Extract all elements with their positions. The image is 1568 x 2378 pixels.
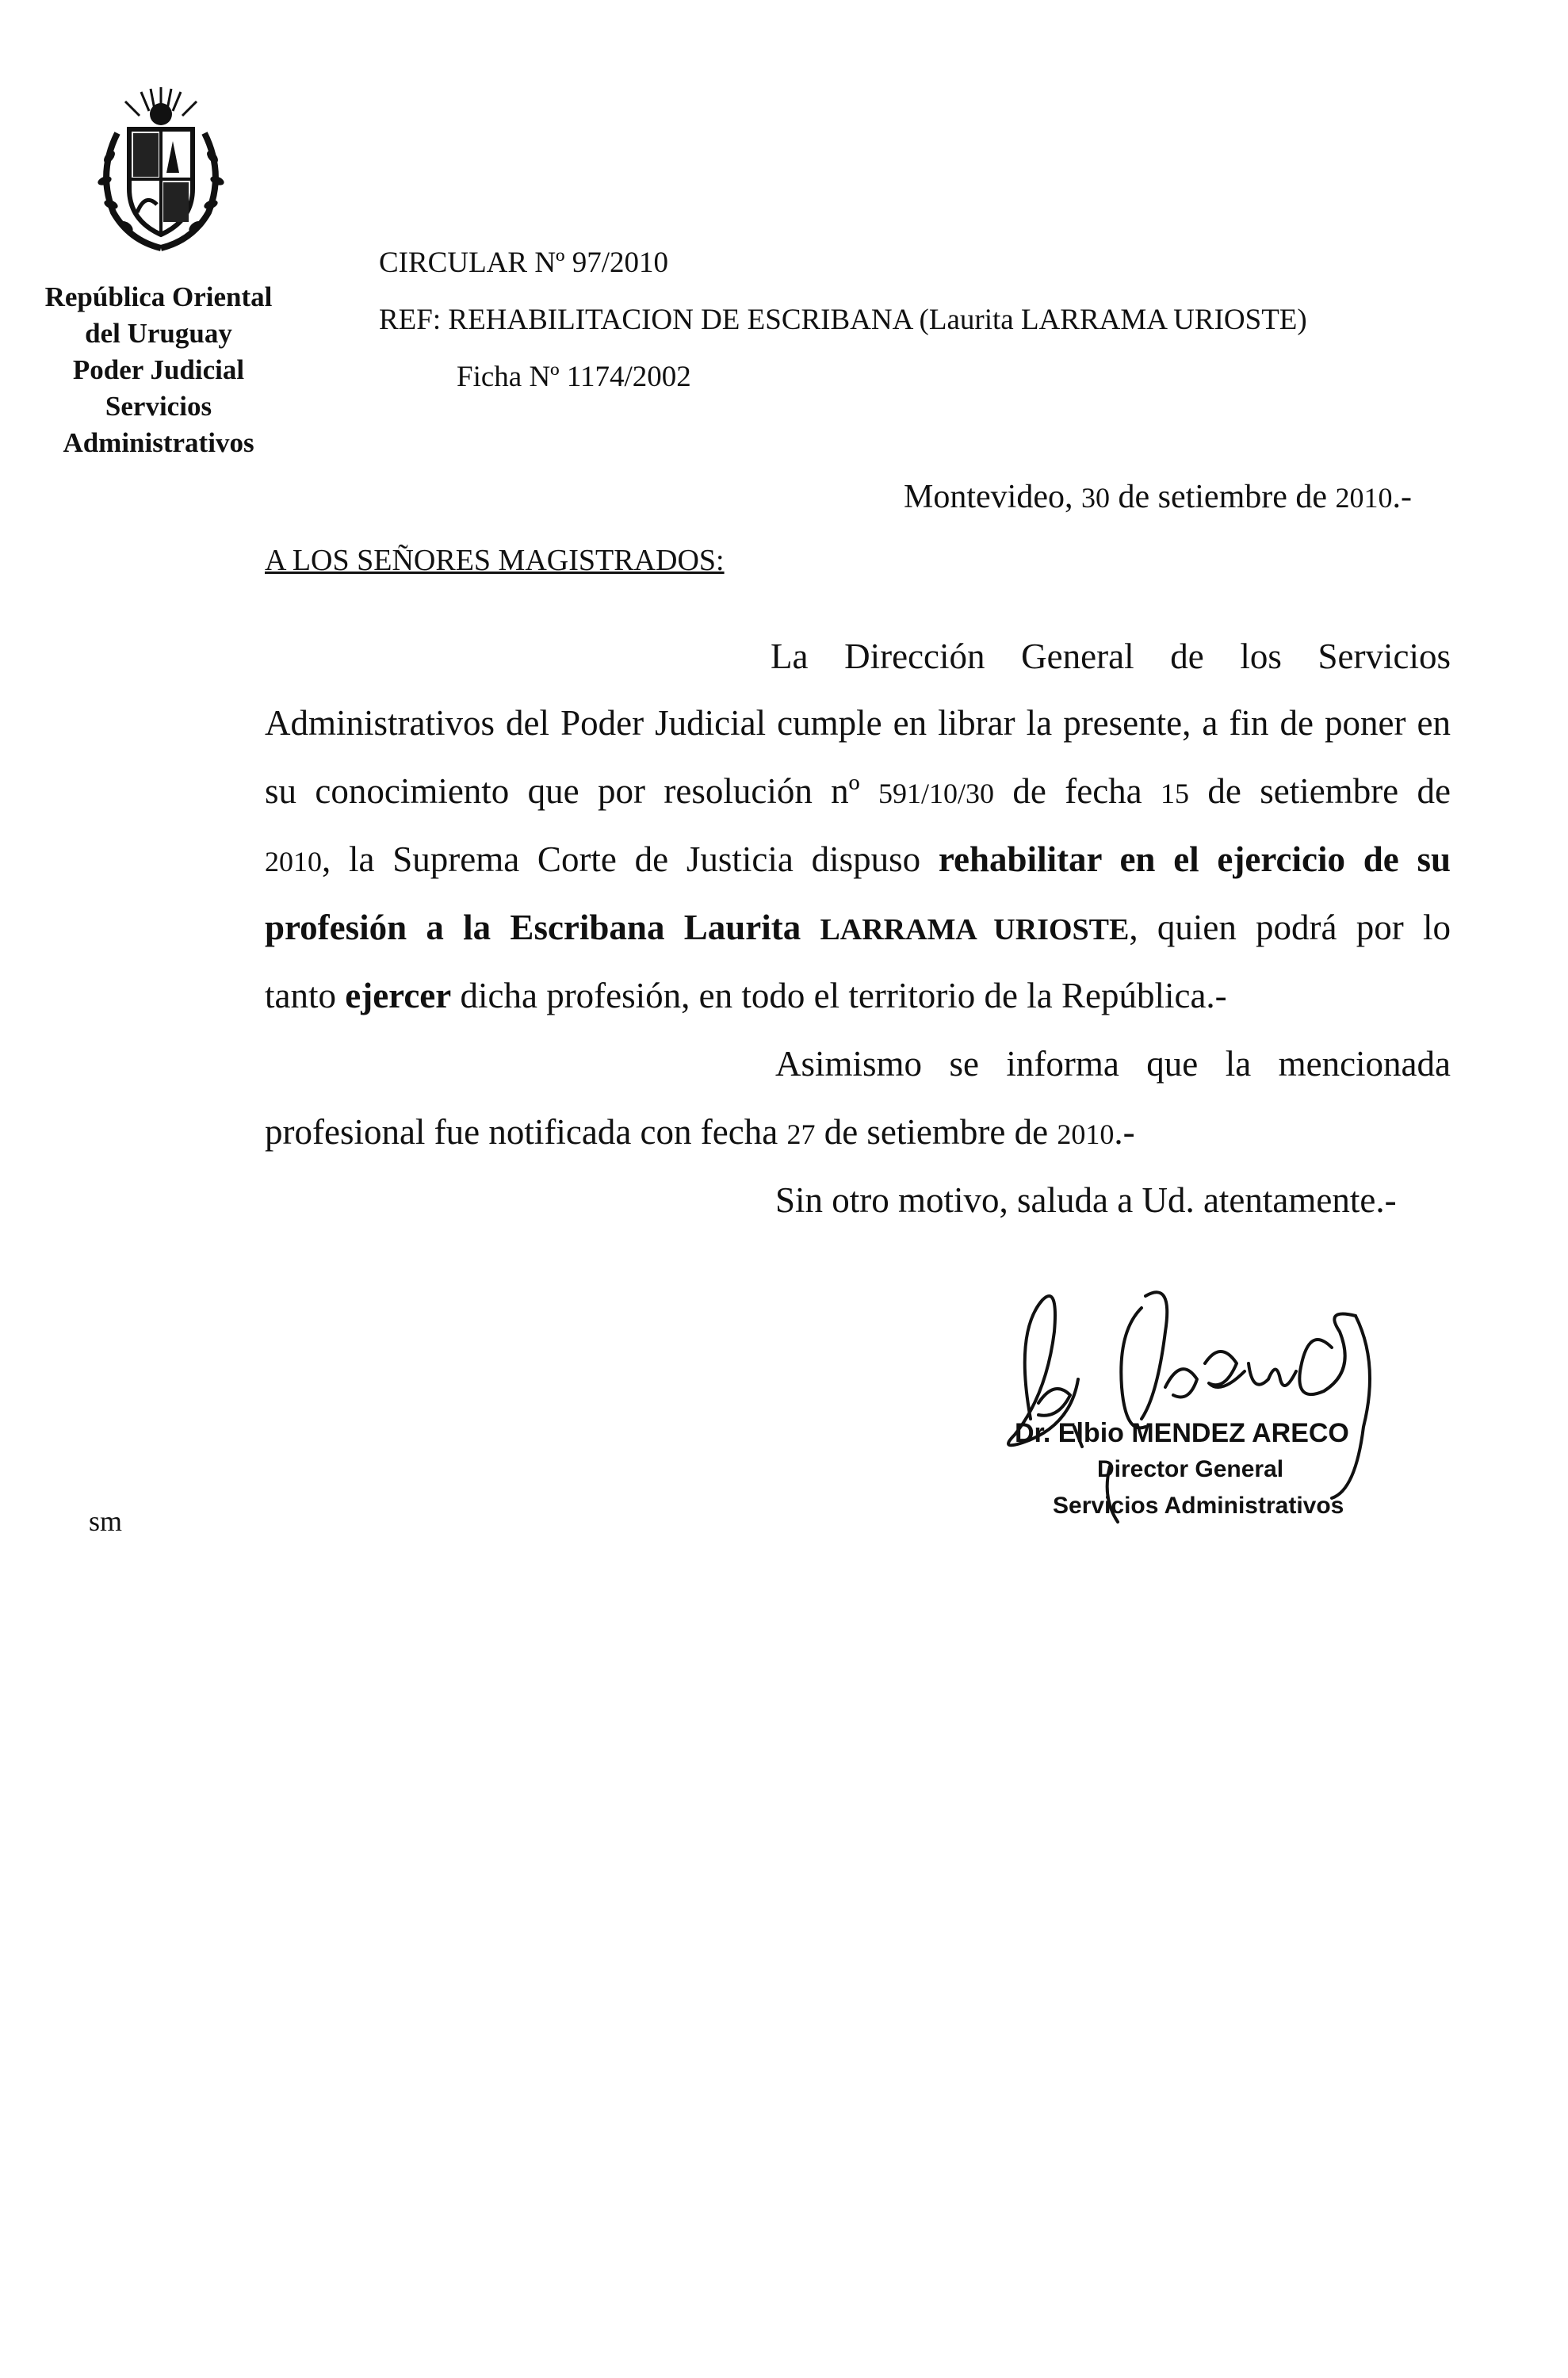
body-text: .- bbox=[1114, 1112, 1135, 1152]
signatory-office: Servicios Administrativos bbox=[1053, 1493, 1344, 1519]
body-text: , quien podrá por lo bbox=[1129, 908, 1451, 947]
signatory-name: Dr. Elbio MENDEZ ARECO bbox=[1015, 1418, 1349, 1448]
body-text: dicha profesión, en todo el territorio de la República.- bbox=[451, 976, 1227, 1015]
body-text: de fecha bbox=[994, 771, 1161, 811]
body-line bbox=[265, 769, 1451, 816]
body-bold-text: ejercer bbox=[345, 976, 452, 1015]
body-bold-text: rehabilitar en el ejercicio de su bbox=[938, 839, 1451, 879]
institution-line: del Uruguay bbox=[85, 318, 232, 349]
body-number: 2010 bbox=[1057, 1118, 1115, 1150]
institution-line: Administrativos bbox=[63, 427, 254, 458]
circular-number: CIRCULAR Nº 97/2010 bbox=[379, 247, 669, 279]
body-number: 27 bbox=[786, 1118, 816, 1150]
date-day: 30 bbox=[1080, 482, 1110, 514]
institution-name bbox=[24, 279, 293, 461]
body-text: de setiembre de bbox=[1189, 771, 1451, 811]
body-number: 15 bbox=[1161, 778, 1190, 809]
signatory-title: Director General bbox=[1097, 1456, 1284, 1482]
body-bold-text: profesión a la Escribana Laurita bbox=[265, 908, 820, 947]
typist-initials: sm bbox=[89, 1505, 123, 1537]
body-text: su conocimiento que por resolución nº bbox=[265, 771, 879, 811]
date-middle: de setiembre de bbox=[1109, 479, 1336, 515]
body-line bbox=[265, 837, 1451, 884]
institution-line: República Oriental bbox=[44, 281, 273, 312]
body-line: Asimismo se informa que la mencionada bbox=[775, 1044, 1451, 1084]
person-name: LARRAMA URIOSTE bbox=[820, 913, 1130, 946]
ficha-number: Ficha Nº 1174/2002 bbox=[457, 361, 691, 393]
body-line bbox=[265, 1110, 1451, 1157]
closing-line: Sin otro motivo, saluda a Ud. atentamente.- bbox=[775, 1180, 1397, 1220]
body-number: 2010 bbox=[265, 846, 322, 877]
body-text: tanto bbox=[265, 976, 346, 1015]
date-line bbox=[904, 477, 1412, 518]
body-line: Administrativos del Poder Judicial cumple en librar la presente, a fin de poner en bbox=[265, 703, 1451, 743]
coat-of-arms-emblem bbox=[94, 86, 228, 252]
date-suffix: .- bbox=[1392, 479, 1413, 515]
body-text: profesional fue notificada con fecha bbox=[265, 1112, 787, 1152]
institution-line: Poder Judicial bbox=[72, 354, 245, 385]
reference-line: REF: REHABILITACION DE ESCRIBANA (Laurita LARRAMA URIOSTE) bbox=[379, 304, 1307, 336]
body-line bbox=[265, 905, 1451, 952]
institution-line: Servicios bbox=[105, 391, 212, 422]
addressee: A LOS SEÑORES MAGISTRADOS: bbox=[265, 544, 725, 577]
body-line: La Dirección General de los Servicios bbox=[771, 637, 1451, 676]
date-prefix: Montevideo, bbox=[904, 479, 1081, 515]
body-text: de setiembre de bbox=[815, 1112, 1057, 1152]
body-line bbox=[265, 973, 1451, 1018]
date-year: 2010 bbox=[1335, 482, 1393, 514]
body-text: , la Suprema Corte de Justicia dispuso bbox=[322, 839, 939, 879]
resolution-number: 591/10/30 bbox=[878, 778, 995, 809]
